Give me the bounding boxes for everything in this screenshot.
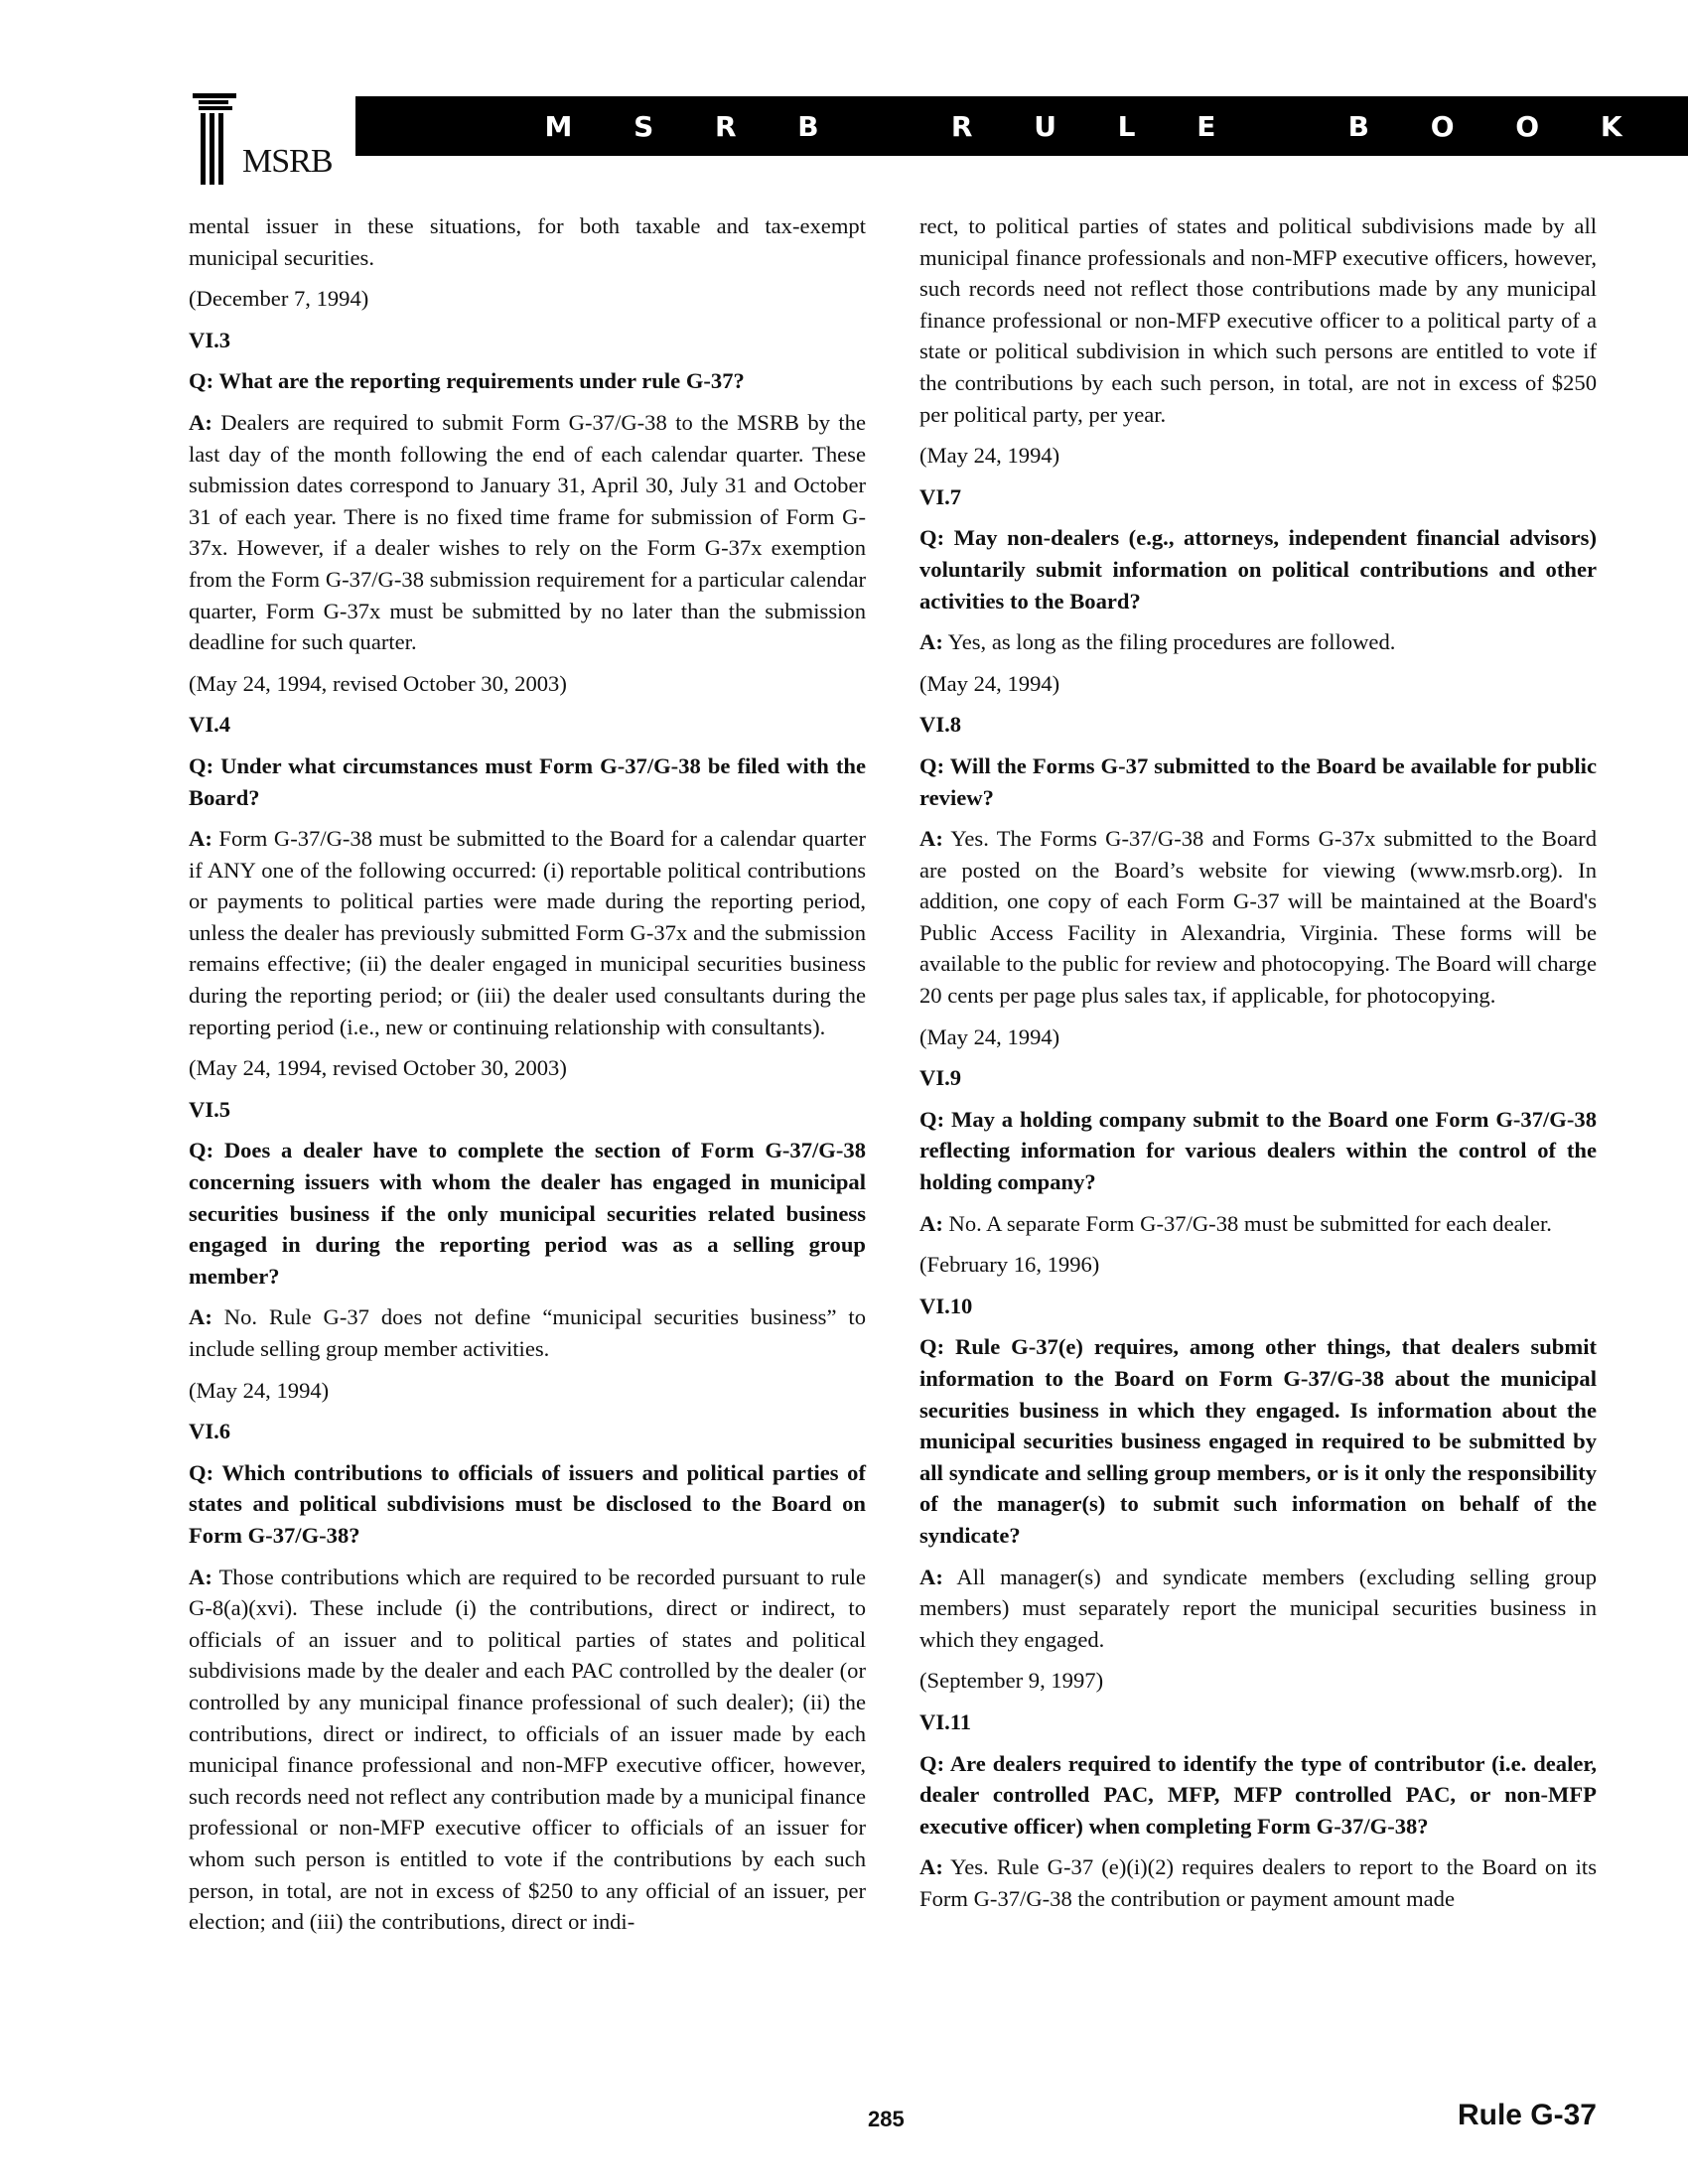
answer-paragraph xyxy=(189,823,866,1042)
section-heading: VI.3 xyxy=(189,327,231,352)
date-note: (February 16, 1996) xyxy=(919,1252,1100,1278)
left-column xyxy=(189,210,866,1948)
date-note: (May 24, 1994) xyxy=(919,443,1060,469)
answer-text: Dealers are required to submit Form G-37/G-38 to the MSRB by the last day of the month following the end of each calendar quarter. These submission dates correspond to January 31, April 30, July 31 and October 31 of each year. There is no fixed time frame for submission of Form G-37x. However, if a dealer wishes to rely on the Form G-37x exemption from the Form G-37/G-38 submission requirement for a particular calendar quarter, Form G-37x must be submitted by no later than the submission deadline for such quarter. xyxy=(189,409,867,655)
answer-label: A: xyxy=(919,1210,943,1236)
section-heading: VI.7 xyxy=(919,483,962,509)
answer-paragraph xyxy=(189,407,866,658)
answer-label: A: xyxy=(189,409,212,435)
question-text: Does a dealer have to complete the section of Form G-37/G-38 concerning issuers with whom the dealer has engaged in municipal securities business if the only municipal securities related business engaged in during the reporting period was as a selling group member? xyxy=(189,1138,866,1289)
question-paragraph xyxy=(189,1457,866,1552)
question-label: Q: xyxy=(189,1138,214,1163)
date-note: (September 9, 1997) xyxy=(919,1668,1104,1694)
question-paragraph xyxy=(919,522,1597,616)
answer-paragraph xyxy=(919,626,1597,658)
date-note: (May 24, 1994, revised October 30, 2003) xyxy=(189,1055,567,1081)
question-text: Which contributions to officials of issuers and political parties of states and political subdivisions must be disclosed to the Board on Form G-37/G-38? xyxy=(189,1459,867,1548)
question-paragraph xyxy=(189,1135,866,1292)
question-label: Q: xyxy=(189,752,214,778)
rule-book-banner xyxy=(355,96,1688,156)
answer-text: Those contributions which are required to be recorded pursuant to rule G-8(a)(xvi). These include (i) the contributions, direct or indirect, to officials of an issuer and to political parties of states and political subdivisions made by the dealer and each PAC controlled by the dealer (or controlled by any municipal finance professional of such dealer); (ii) the contributions, direct or indirect, to officials of an issuer made by each municipal finance professional and non-MFP executive officer, however, such records need not reflect any contribution made by a municipal finance professional or non-MFP executive officer to officials of an issuer for whom such person is entitled to vote if the contributions by each such person, in total, are not in excess of $250 to any official of an issuer, per election; and (iii) the contributions, direct or indi- xyxy=(189,1564,866,1935)
answer-paragraph xyxy=(919,1851,1597,1914)
question-paragraph xyxy=(919,1104,1597,1198)
answer-paragraph xyxy=(189,1301,866,1364)
answer-label: A: xyxy=(189,1304,212,1330)
question-label: Q: xyxy=(919,1750,945,1776)
answer-text: Yes. Rule G-37 (e)(i)(2) requires dealers to report to the Board on its Form G-37/G-38 the contribution or payment amount made xyxy=(919,1854,1597,1911)
date-note: (December 7, 1994) xyxy=(189,286,369,312)
section-heading: VI.9 xyxy=(919,1065,962,1091)
answer-label: A: xyxy=(919,629,943,655)
page-number: 285 xyxy=(868,2107,905,2131)
question-label: Q: xyxy=(189,368,214,394)
question-paragraph xyxy=(919,1331,1597,1551)
answer-label: A: xyxy=(189,1564,212,1589)
date-note: (May 24, 1994) xyxy=(189,1377,330,1403)
section-heading: VI.4 xyxy=(189,712,231,738)
question-text: Will the Forms G-37 submitted to the Board be available for public review? xyxy=(919,752,1597,810)
section-heading: VI.8 xyxy=(919,712,962,738)
answer-text: Yes, as long as the filing procedures are followed. xyxy=(947,629,1396,655)
answer-paragraph xyxy=(919,1562,1597,1656)
question-text: What are the reporting requirements under rule G-37? xyxy=(218,368,745,394)
question-label: Q: xyxy=(919,1334,945,1360)
date-note: (May 24, 1994) xyxy=(919,1024,1060,1049)
answer-text: No. Rule G-37 does not define “municipal securities business” to include selling group member activities. xyxy=(189,1304,866,1361)
question-text: May a holding company submit to the Board one Form G-37/G-38 reflecting information for various dealers within the control of the holding company? xyxy=(919,1106,1597,1195)
answer-label: A: xyxy=(189,826,212,852)
section-heading: VI.5 xyxy=(189,1096,231,1122)
answer-text: Form G-37/G-38 must be submitted to the Board for a calendar quarter if ANY one of the following occurred: (i) reportable political contributions or payments to political parties were made during the reporting period, unless the dealer has previously submitted Form G-37x and the submission remains effective; (ii) the dealer engaged in municipal securities business during the reporting period; or (iii) the dealer used consultants during the reporting period (i.e., new or continuing relationship with consultants). xyxy=(189,826,867,1039)
question-label: Q: xyxy=(189,1459,214,1485)
question-text: May non-dealers (e.g., attorneys, independent financial advisors) voluntarily submit information on political contributions and other activities to the Board? xyxy=(919,525,1597,614)
answer-paragraph xyxy=(919,823,1597,1012)
answer-text: No. A separate Form G-37/G-38 must be submitted for each dealer. xyxy=(948,1210,1552,1236)
question-text: Under what circumstances must Form G-37/G-38 be filed with the Board? xyxy=(189,752,866,810)
answer-label: A: xyxy=(919,1854,943,1880)
date-note: (May 24, 1994, revised October 30, 2003) xyxy=(189,670,567,696)
answer-text: Yes. The Forms G-37/G-38 and Forms G-37x submitted to the Board are posted on the Board’s website for viewing (www.msrb.org). In addition, one copy of each Form G-37 will be maintained at the Board's Public Access Facility in Alexandria, Virginia. These forms will be available to the public for review and photocopying. The Board will charge 20 cents per page plus sales tax, if applicable, for photocopying. xyxy=(919,826,1598,1009)
date-note: (May 24, 1994) xyxy=(919,670,1060,696)
rule-label: Rule G-37 xyxy=(1457,2099,1597,2131)
question-paragraph xyxy=(189,751,866,813)
section-heading: VI.6 xyxy=(189,1419,231,1444)
question-label: Q: xyxy=(919,525,945,551)
answer-paragraph xyxy=(919,1208,1597,1240)
banner-title: M S R B R U L E B O O K xyxy=(544,109,1648,143)
right-column xyxy=(919,210,1597,1925)
question-label: Q: xyxy=(919,752,945,778)
section-heading: VI.11 xyxy=(919,1708,972,1734)
question-label: Q: xyxy=(919,1106,945,1132)
answer-text: All manager(s) and syndicate members (excluding selling group members) must separately report the municipal securities business in which they engaged. xyxy=(919,1564,1597,1652)
logo-text: MSRB xyxy=(242,143,333,180)
column-logo-icon xyxy=(191,91,240,189)
question-paragraph xyxy=(189,365,866,397)
question-paragraph xyxy=(919,1748,1597,1843)
answer-label: A: xyxy=(919,826,943,852)
section-heading: VI.10 xyxy=(919,1293,973,1318)
answer-label: A: xyxy=(919,1564,943,1589)
body-text: rect, to political parties of states and political subdivisions made by all municipal finance professionals and non-MFP executive officers, however, such records need not reflect those contributions made by any municipal finance professional or non-MFP executive officer to a political party of a state or political subdivision in which such persons are entitled to vote if the contributions by each such person, in total, are not in excess of $250 per political party, per year. xyxy=(919,213,1597,427)
question-text: Are dealers required to identify the type of contributor (i.e. dealer, dealer controlled PAC, MFP, MFP controlled PAC, or non-MFP executive officer) when completing Form G-37/G-38? xyxy=(919,1750,1597,1839)
question-paragraph xyxy=(919,751,1597,813)
msrb-logo xyxy=(191,91,333,189)
body-text: mental issuer in these situations, for both taxable and tax-exempt municipal securities. xyxy=(189,213,866,270)
question-text: Rule G-37(e) requires, among other things, that dealers submit information to the Board on Form G-37/G-38 about the municipal securities business in which they engaged. Is information about the municipal securities business engaged in required to be submitted by all syndicate and selling group members, or is it only the responsibility of the manager(s) to submit such information on behalf of the syndicate? xyxy=(919,1334,1597,1548)
answer-paragraph xyxy=(189,1562,866,1938)
